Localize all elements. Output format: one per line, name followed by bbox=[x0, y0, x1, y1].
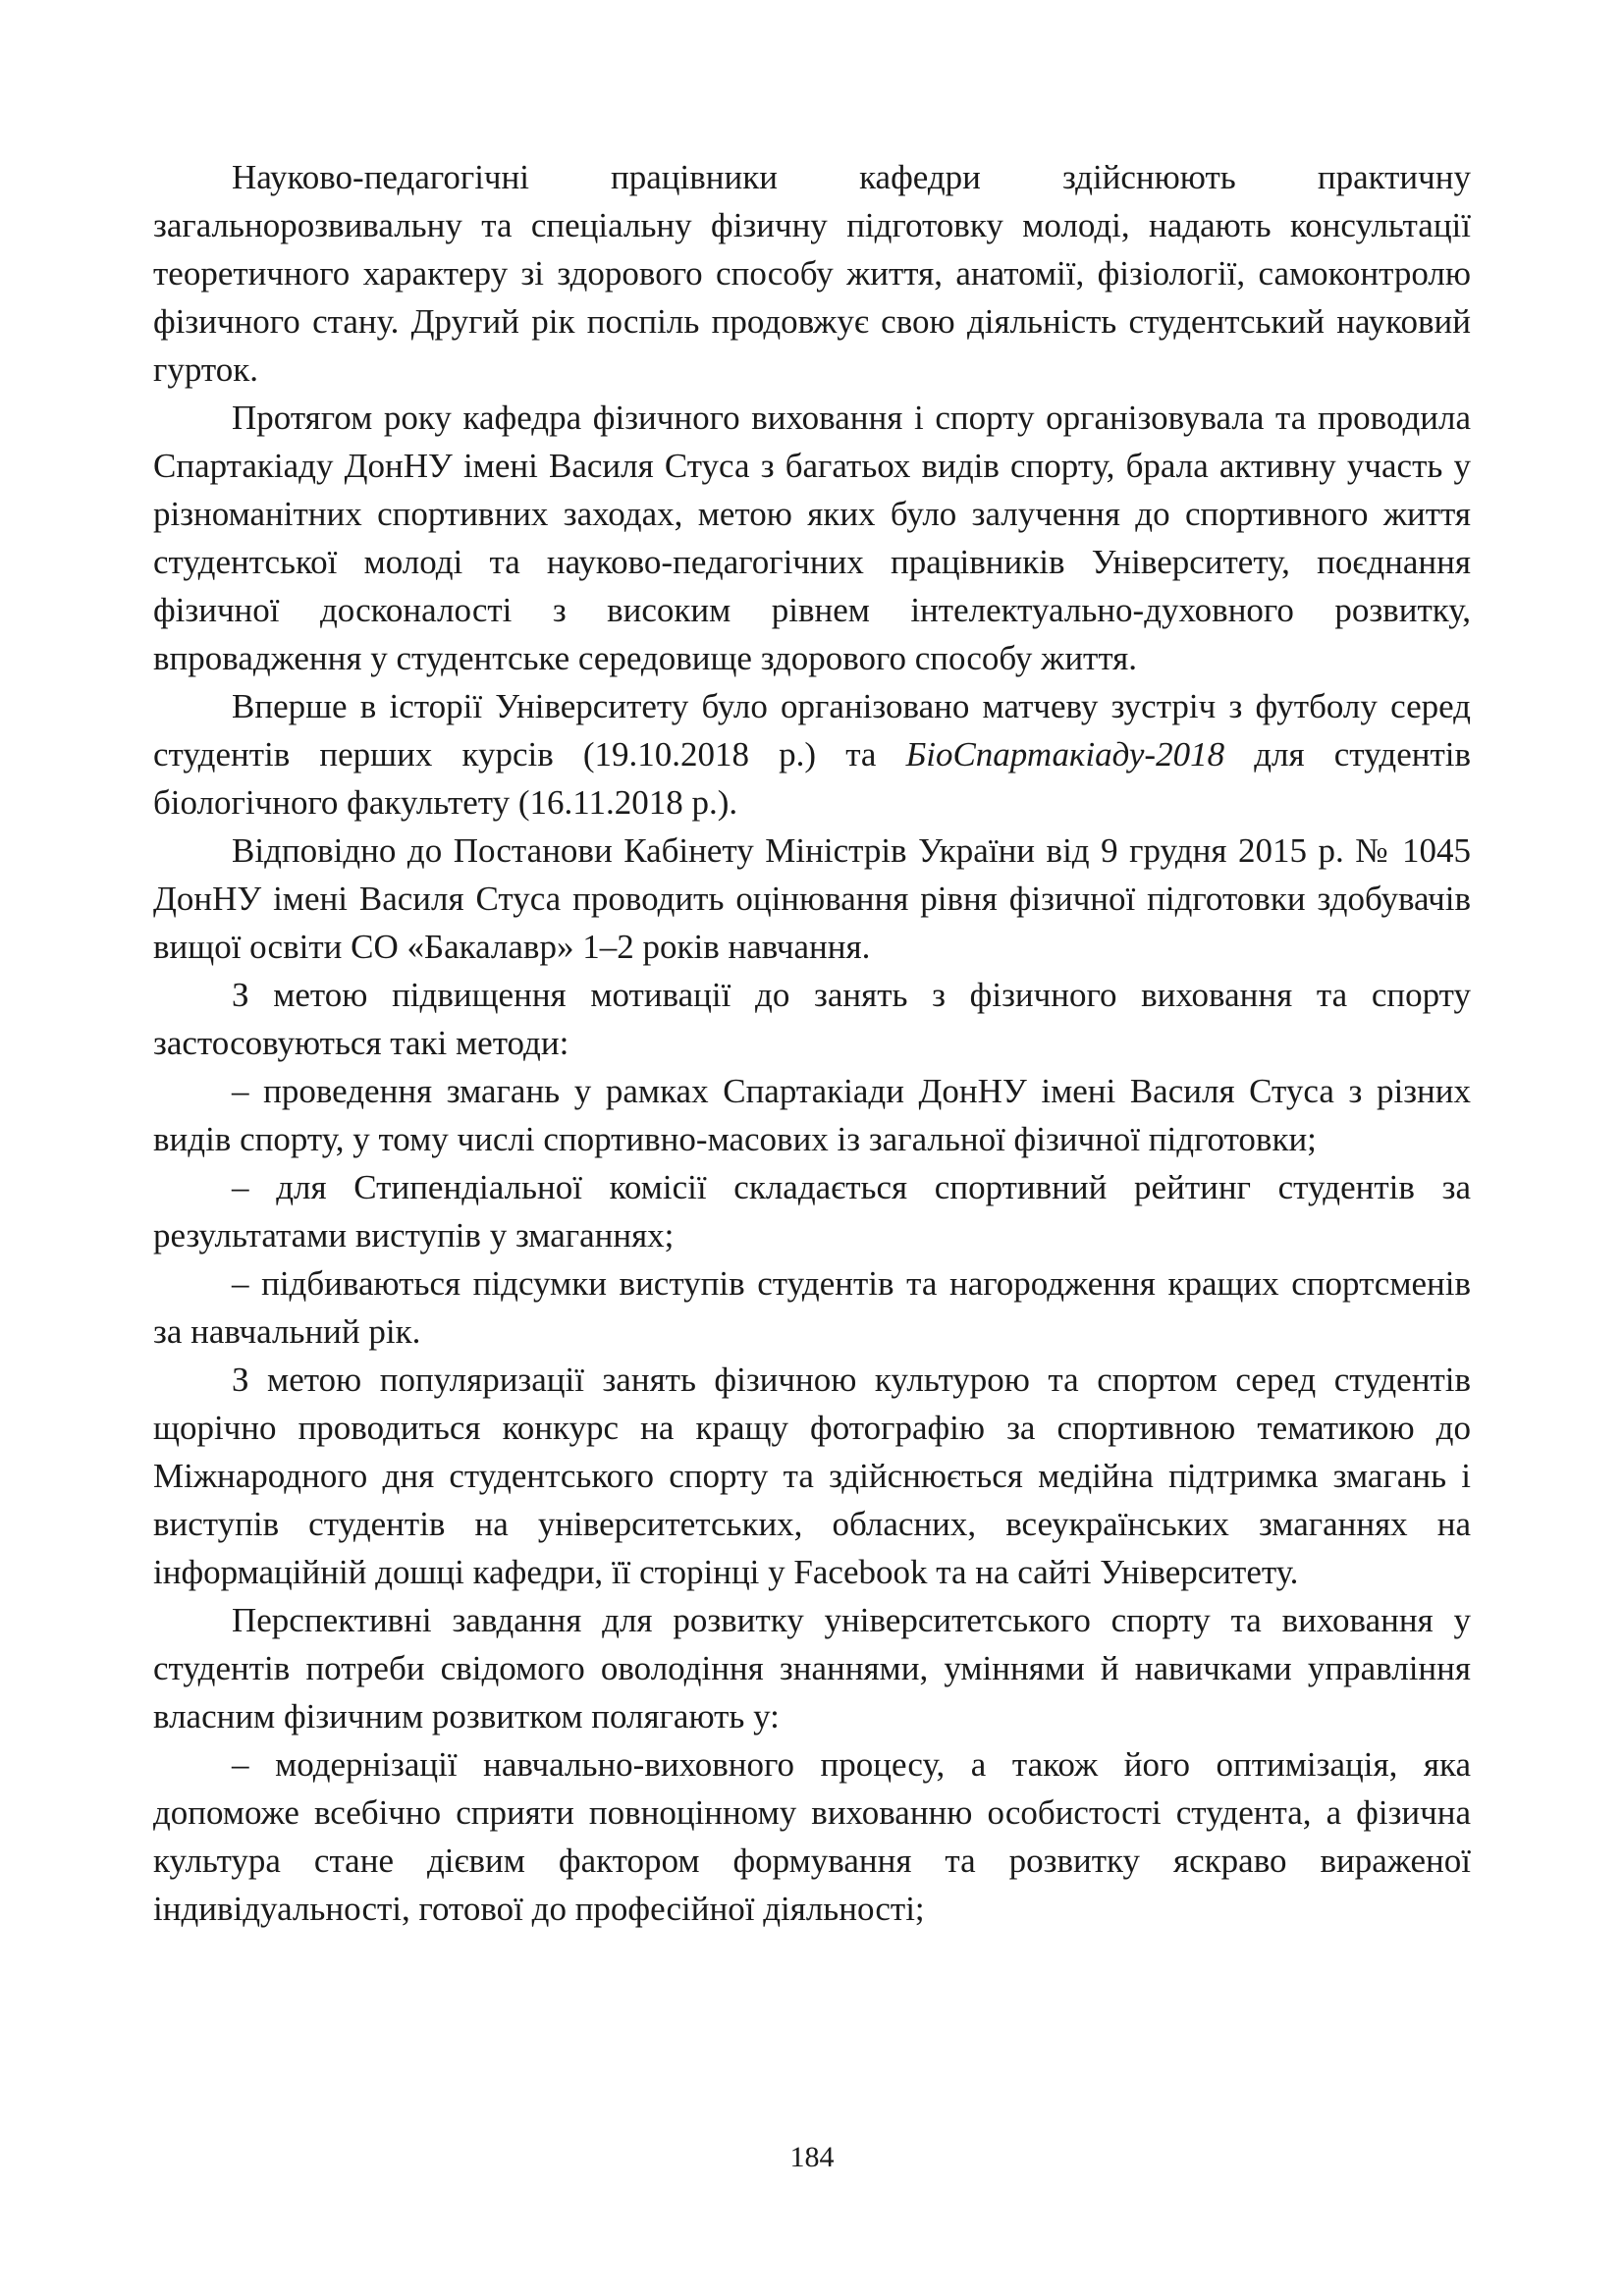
paragraph-football-match-end: для студентів біологічного факультету (16.11.2018 р.). bbox=[153, 735, 1471, 822]
paragraph-perspective-tasks: Перспективні завдання для розвитку університетського спорту та виховання у студентів потреби свідомого оволодіння знаннями, уміннями й навичками управління власним фізичним розвитком полягають у: bbox=[153, 1601, 1471, 1735]
bio-spartakiada-title: БіоСпартакіаду-2018 bbox=[905, 735, 1225, 774]
list-item-modernization: – модернізації навчально-виховного процесу, а також його оптимізація, яка допоможе всебічно сприяти повноцінному вихованню особистості студента, а фізична культура стане дієвим фактором формування та розвитку яскраво вираженої індивідуальності, готової до професійної діяльності; bbox=[153, 1745, 1471, 1928]
paragraph-cabinet-resolution: Відповідно до Постанови Кабінету Міністрів України від 9 грудня 2015 р. № 1045 ДонНУ імені Василя Стуса проводить оцінювання рівня фізичної підготовки здобувачів вищої освіти СО «Бакалавр» 1–2 років навчання. bbox=[153, 831, 1471, 966]
list-item-competitions: – проведення змагань у рамках Спартакіади ДонНУ імені Василя Стуса з різних видів спорту, у тому числі спортивно-масових із загальної фізичної підготовки; bbox=[153, 1072, 1471, 1158]
document-body bbox=[153, 153, 1471, 1933]
paragraph-motivation-methods: З метою підвищення мотивації до занять з фізичного виховання та спорту застосовуються такі методи: bbox=[153, 976, 1471, 1062]
paragraph-spartakiada: Протягом року кафедра фізичного виховання і спорту організовувала та проводила Спартакіаду ДонНУ імені Василя Стуса з багатьох видів спорту, брала активну участь у різноманітних спортивних заходах, метою яких було залучення до спортивного життя студентської молоді та науково-педагогічних працівників Університету, поєднання фізичної досконалості з високим рівнем інтелектуально-духовного розвитку, впровадження у студентське середовище здорового способу життя. bbox=[153, 399, 1471, 677]
paragraph-football-match-start: Вперше в історії Університету було організовано матчеву зустріч з футболу серед студентів перших курсів (19.10.2018 р.) та bbox=[153, 687, 1471, 774]
page-number: 184 bbox=[789, 2141, 835, 2173]
list-item-awards: – підбиваються підсумки виступів студентів та нагородження кращих спортсменів за навчальний рік. bbox=[153, 1264, 1471, 1351]
paragraph-staff-activities: Науково-педагогічні працівники кафедри здійснюють практичну загальнорозвивальну та спеціальну фізичну підготовку молоді, надають консультації теоретичного характеру зі здорового способу життя, анатомії, фізіології, самоконтролю фізичного стану. Другий рік поспіль продовжує свою діяльність студентський науковий гурток. bbox=[153, 158, 1471, 389]
list-item-rating: – для Стипендіальної комісії складається спортивний рейтинг студентів за результатами виступів у змаганнях; bbox=[153, 1168, 1471, 1255]
paragraph-popularization: З метою популяризації занять фізичною культурою та спортом серед студентів щорічно проводиться конкурс на кращу фотографію за спортивною тематикою до Міжнародного дня студентського спорту та здійснюється медійна підтримка змагань і виступів студентів на університетських, обласних, всеукраїнських змаганнях на інформаційній дошці кафедри, її сторінці у Facebook та на сайті Університету. bbox=[153, 1361, 1471, 1591]
paragraph-football-match bbox=[153, 682, 1471, 827]
